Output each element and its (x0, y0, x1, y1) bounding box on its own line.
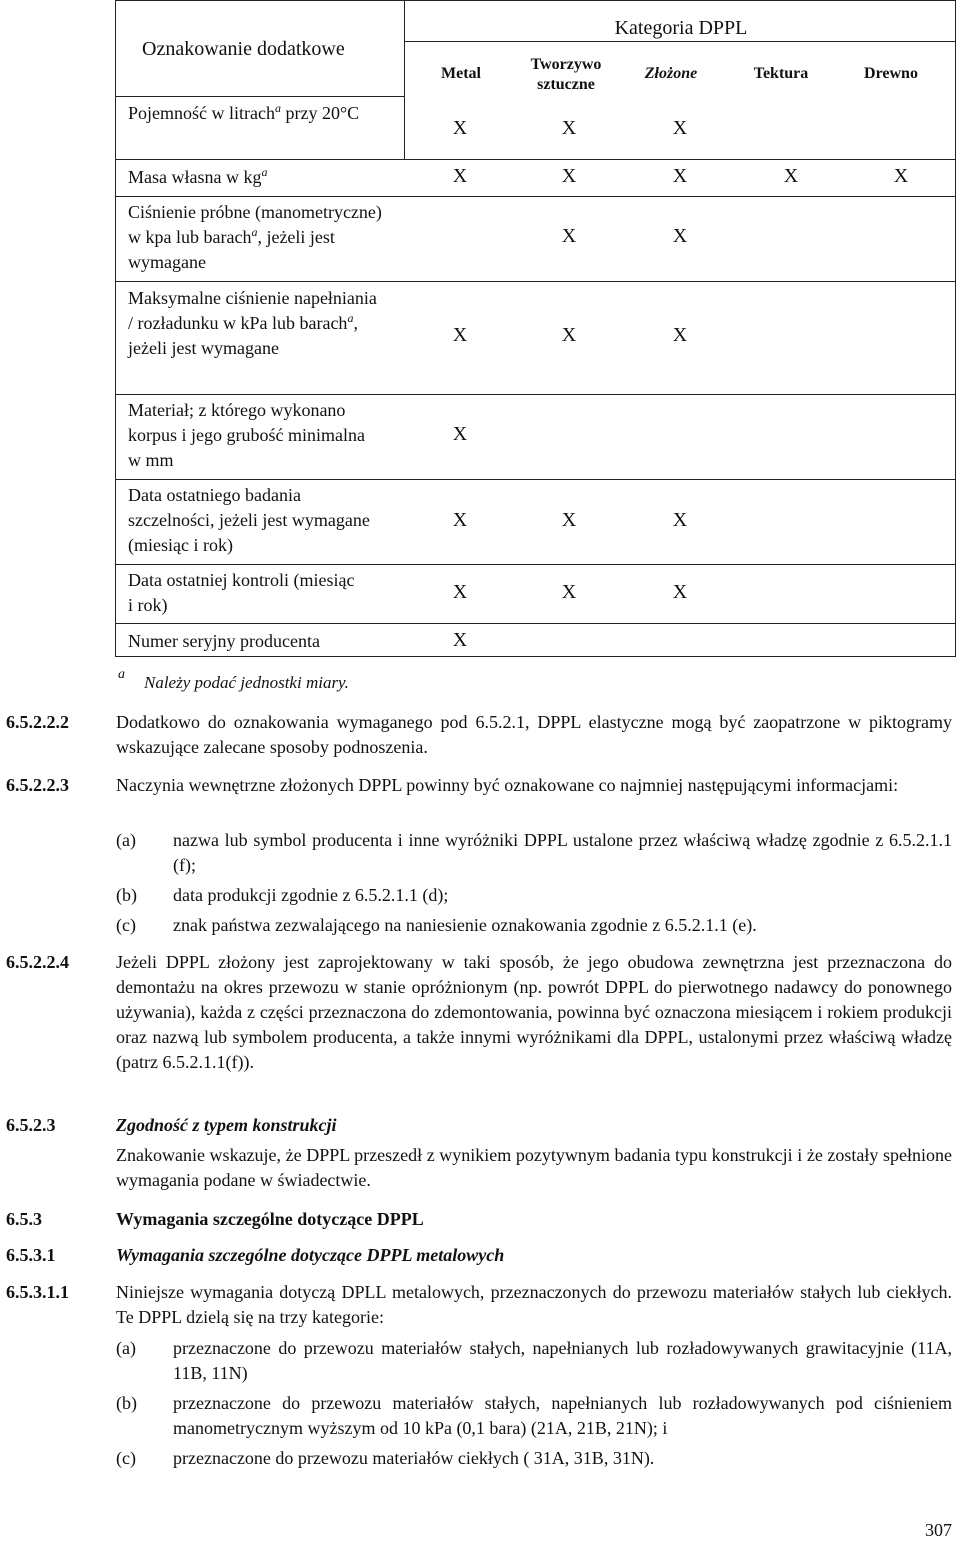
mark: X (893, 165, 909, 187)
mark: X (672, 165, 688, 187)
row-label-max-pressure: Maksymalne ciśnienie napełniania / rozładunku w kPa lub barach$^a$, jeżeli jest wymagane (128, 288, 377, 358)
footnote-mark: a (118, 667, 125, 682)
section-number: 6.5.2.2.3 (6, 775, 69, 795)
row-label-test-pressure: Ciśnienie próbne (manometryczne) w kpa lub barach$^a$, jeżeli jest wymagane (128, 202, 382, 272)
list-label: (b) (116, 885, 137, 905)
mark: X (672, 509, 688, 531)
col-header-composite: Złożone (644, 65, 698, 82)
mark: X (452, 324, 468, 346)
col-header-wood: Drewno (864, 65, 918, 82)
col-header-plastic: Tworzywo sztuczne (530, 56, 602, 93)
list-label: (c) (116, 915, 136, 935)
row-label-inspection-date: Data ostatniej kontroli (miesiąc i rok) (128, 570, 355, 615)
mark: X (452, 117, 468, 139)
section-number: 6.5.3.1.1 (6, 1282, 69, 1302)
row-label-leak-test-date: Data ostatniego badania szczelności, jeżeli jest wymagane (miesiąc i rok) (128, 485, 370, 555)
mark: X (561, 581, 577, 603)
section-number: 6.5.3.1 (6, 1245, 56, 1265)
list-label: (a) (116, 830, 136, 850)
mark: X (452, 629, 468, 651)
section-number: 6.5.2.2.4 (6, 952, 69, 972)
list-item: data produkcji zgodnie z 6.5.2.1.1 (d); (173, 885, 449, 905)
list-label: (a) (116, 1338, 136, 1358)
section-text: Niniejsze wymagania dotyczą DPLL metalowych, przeznaczonych do przewozu materiałów stałych lub ciekłych. Te DPPL dzielą się na trzy kategorie: (116, 1282, 952, 1327)
row-label-capacity: Pojemność w litrach$^a$ przy 20°C (128, 101, 360, 123)
marking-table (115, 0, 956, 657)
section-text: Znakowanie wskazuje, że DPPL przeszedł z wynikiem pozytywnym badania typu konstrukcji i że zostały spełnione wymagania podane w świadectwie. (116, 1145, 952, 1190)
list-label: (c) (116, 1448, 136, 1468)
mark: X (452, 165, 468, 187)
mark: X (452, 509, 468, 531)
section-title: Zgodność z typem konstrukcji (116, 1115, 337, 1135)
mark: X (561, 225, 577, 247)
mark: X (672, 225, 688, 247)
section-number: 6.5.2.3 (6, 1115, 56, 1135)
row-label-serial-number: Numer seryjny producenta (128, 631, 320, 651)
mark: X (561, 117, 577, 139)
section-text: Naczynia wewnętrzne złożonych DPPL powinny być oznakowane co najmniej następującymi informacjami: (116, 775, 899, 795)
list-item: przeznaczone do przewozu materiałów ciekłych ( 31A, 31B, 31N). (173, 1448, 655, 1468)
row-label-mass: Masa własna w $kg^a$ (128, 165, 268, 187)
mark: X (672, 117, 688, 139)
section-text: Jeżeli DPPL złożony jest zaprojektowany w taki sposób, że jego obudowa zewnętrzna jest przeznaczona do demontażu na okres przewozu w stanie opróżnionym (np. powrót DPPL do pierwotnego nadawcy do ponownego używania), każda z części przeznaczona do zdemontowania, powinna być oznaczona miesiącem i rokiem produkcji oraz nazwą lub symbolem producenta, a także innymi wyróżnikami dla DPPL, ustalonymi przez właściwą władzę (patrz 6.5.2.1.1(f)). (116, 952, 952, 1072)
mark: X (783, 165, 799, 187)
section-text: Dodatkowo do oznakowania wymaganego pod 6.5.2.1, DPPL elastyczne mogą być zaopatrzone w piktogramy wskazujące zalecane sposoby podnoszenia. (116, 712, 952, 757)
section-title: Wymagania szczególne dotyczące DPPL metalowych (116, 1245, 505, 1265)
section-number: 6.5.2.2.2 (6, 712, 69, 732)
list-item: nazwa lub symbol producenta i inne wyróżniki DPPL ustalone przez właściwą władzę zgodnie z 6.5.2.1.1 (f); (173, 830, 952, 875)
list-item: znak państwa zezwalającego na naniesienie oznakowania zgodnie z 6.5.2.1.1 (e). (173, 915, 757, 935)
page-number: 307 (925, 1520, 952, 1540)
mark: X (452, 423, 468, 445)
section-title: Wymagania szczególne dotyczące DPPL (116, 1209, 424, 1229)
mark: X (672, 581, 688, 603)
section-number: 6.5.3 (6, 1209, 42, 1229)
col-header-cardboard: Tektura (753, 65, 809, 82)
list-item: przeznaczone do przewozu materiałów stałych, napełnianych lub rozładowywanych grawitacyjnie (11A, 11B, 11N) (173, 1338, 952, 1383)
col-header-metal: Metal (441, 65, 481, 82)
mark: X (561, 509, 577, 531)
footnote-text: Należy podać jednostki miary. (144, 673, 349, 692)
mark: X (672, 324, 688, 346)
header-category: Kategoria DPPL (614, 17, 748, 39)
list-item: przeznaczone do przewozu materiałów stałych, napełnianych lub rozładowywanych pod ciśnieniem manometrycznym wyższym od 10 kPa (0,1 bara) (21A, 21B, 21N); i (173, 1393, 952, 1438)
mark: X (561, 165, 577, 187)
mark: X (452, 581, 468, 603)
header-additional-marking: Oznakowanie dodatkowe (142, 38, 345, 60)
mark: X (561, 324, 577, 346)
list-label: (b) (116, 1393, 137, 1413)
row-label-material: Materiał; z którego wykonano korpus i jego grubość minimalna w mm (128, 400, 365, 470)
